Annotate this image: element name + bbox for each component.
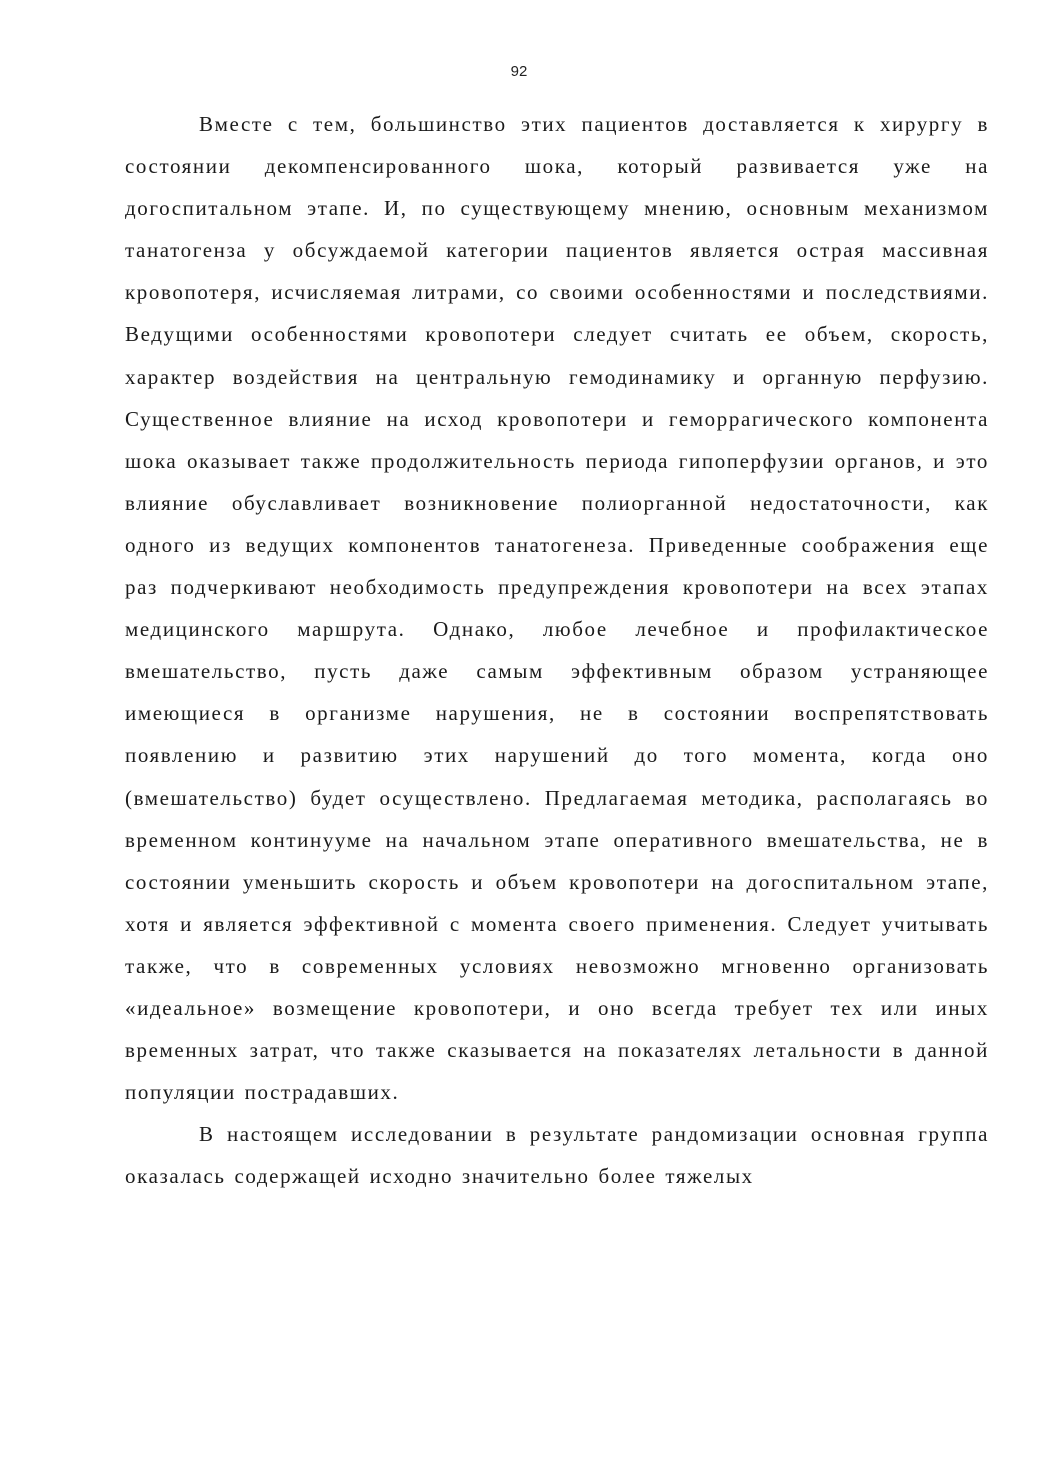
body-text	[125, 103, 989, 1197]
page-number: 92	[510, 63, 528, 80]
paragraph-1: Вместе с тем, большинство этих пациентов доставляется к хирургу в состоянии декомпенсированного шока, который развивается уже на догоспитальном этапе. И, по существующему мнению, основным механизмом танатогенза у обсуждаемой категории пациентов является острая массивная кровопотеря, исчисляемая литрами, со своими особенностями и последствиями. Ведущими особенностями кровопотери следует считать ее объем, скорость, характер воздействия на центральную гемодинамику и органную перфузию. Существенное влияние на исход кровопотери и геморрагического компонента шока оказывает также продолжительность периода гипоперфузии органов, и это влияние обуславливает возникновение полиорганной недостаточности, как одного из ведущих компонентов танатогенеза. Приведенные соображения еще раз подчеркивают необходимость предупреждения кровопотери на всех этапах медицинского маршрута. Однако, любое лечебное и профилактическое вмешательство, пусть даже самым эффективным образом устраняющее имеющиеся в организме нарушения, не в состоянии воспрепятствовать появлению и развитию этих нарушений до того момента, когда оно (вмешательство) будет осуществлено. Предлагаемая методика, располагаясь во временном континууме на начальном этапе оперативного вмешательства, не в состоянии уменьшить скорость и объем кровопотери на догоспитальном этапе, хотя и является эффективной с момента своего применения. Следует учитывать также, что в современных условиях невозможно мгновенно организовать «идеальное» возмещение кровопотери, и оно всегда требует тех или иных временных затрат, что также сказывается на показателях летальности в данной популяции пострадавших.	[125, 112, 989, 1105]
paragraph-2: В настоящем исследовании в результате рандомизации основная группа оказалась содержащей исходно значительно более тяжелых	[125, 1122, 989, 1189]
